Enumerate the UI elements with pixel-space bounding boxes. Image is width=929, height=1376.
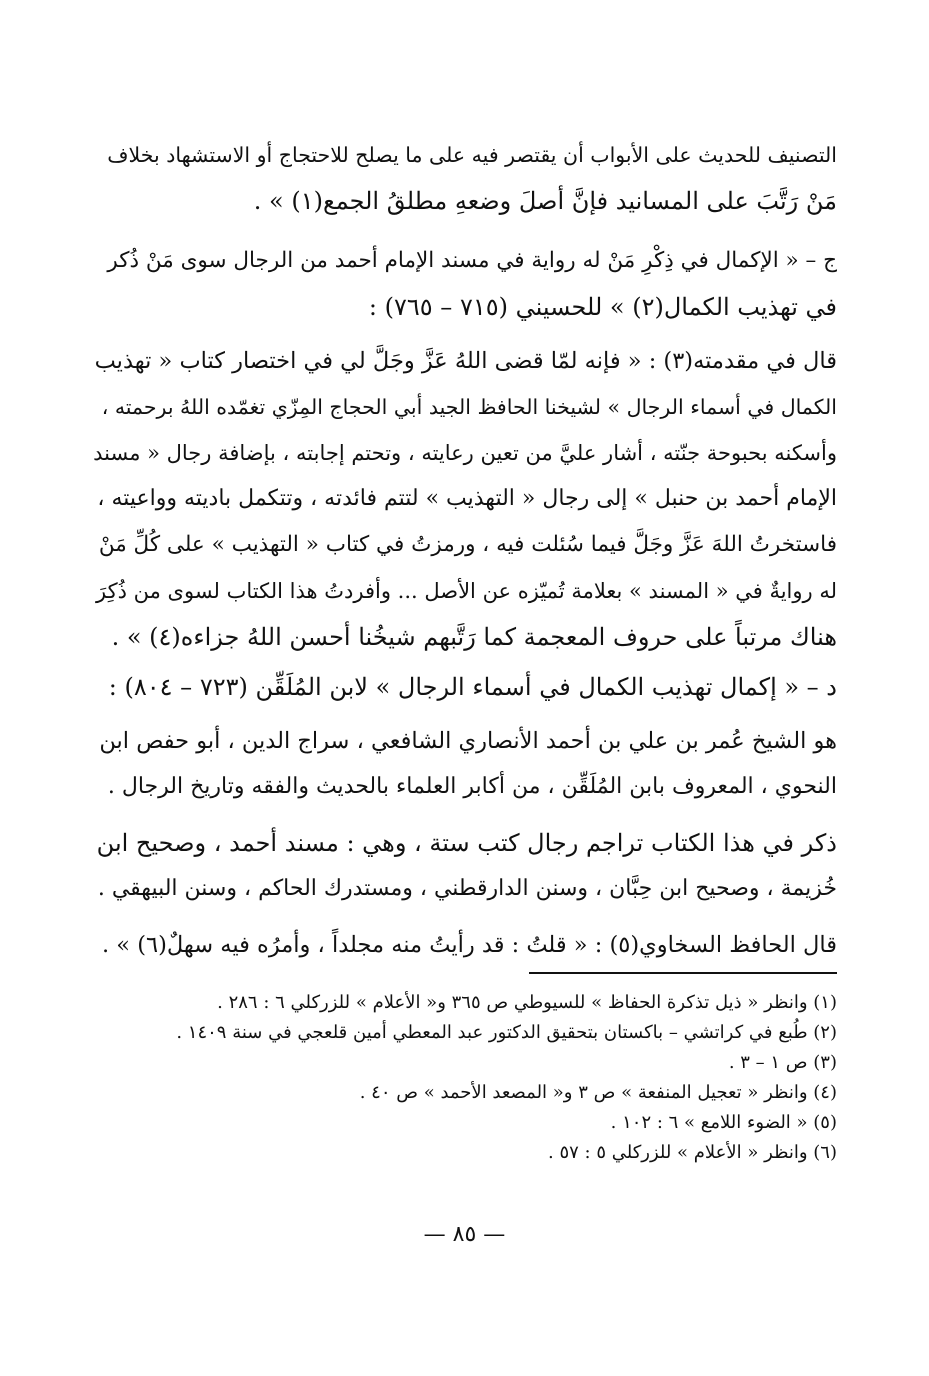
text-line: فاستخرتُ اللهَ عَزَّ وجَلَّ فيما سُئلت فيه ، ورمزتُ في كتاب « التهذيب » على كُلِّ مَنْ <box>98 532 837 557</box>
footnote-3: (٣) ص ١ – ٣ . <box>728 1052 837 1073</box>
text-line: د – « إكمال تهذيب الكمال في أسماء الرجال » لابن المُلَقِّن (٧٢٣ – ٨٠٤) : <box>108 673 837 701</box>
paragraph-7 <box>92 922 837 968</box>
paragraph-1 <box>92 132 837 224</box>
paragraph-5 <box>92 718 837 810</box>
text-line: خُزيمة ، وصحيح ابن حِبَّان ، وسنن الدارقطني ، ومستدرك الحاكم ، وسنن البيهقي . <box>97 876 837 901</box>
footnote-5: (٥) « الضوء اللامع » ٦ : ١٠٢ . <box>610 1112 837 1133</box>
text-line: هناك مرتباً على حروف المعجمة كما رَتَّبهم شيخُنا أحسن اللهُ جزاءه(٤) » . <box>111 623 837 651</box>
text-line: ذكر في هذا الكتاب تراجم رجال كتب ستة ، وهي : مسند أحمد ، وصحيح ابن <box>96 829 837 857</box>
text-line: التصنيف للحديث على الأبواب أن يقتصر فيه على ما يصلح للاحتجاج أو الاستشهاد بخلاف <box>107 143 837 167</box>
footnote-6: (٦) وانظر « الأعلام » للزركلي ٥ : ٥٧ . <box>548 1142 837 1163</box>
text-line: ج – « الإكمال في ذِكْرِ مَنْ له رواية في مسند الإمام أحمد من الرجال سوى مَنْ ذُكر <box>107 248 837 273</box>
paragraph-2 <box>92 238 837 330</box>
paragraph-4 <box>92 664 837 710</box>
text-line: هو الشيخ عُمر بن علي بن أحمد الأنصاري الشافعي ، سراج الدين ، أبو حفص ابن <box>99 728 837 754</box>
text-line: النحوي ، المعروف بابن المُلَقِّن ، من أكابر العلماء بالحديث والفقه وتاريخ الرجال . <box>107 774 837 799</box>
footnote-4: (٤) وانظر « تعجيل المنفعة » ص ٣ و« المصعد الأحمد » ص ٤٠ . <box>359 1082 837 1103</box>
text-line: الكمال في أسماء الرجال » لشيخنا الحافظ الجيد أبي الحجاج المِزّي تغمّده اللهُ برحمته ، <box>101 395 837 419</box>
text-line: وأسكنه بحبوحة جنّته ، أشار عليَّ من تعين رعايته ، وتحتم إجابته ، بإضافة رجال « مسند <box>93 441 837 465</box>
footnotes <box>92 988 837 1168</box>
text-line: قال الحافظ السخاوي(٥) : « قلتُ : قد رأيتُ منه مجلداً ، وأمرُه فيه سهلٌ(٦) » . <box>101 932 837 958</box>
text-line: له روايةٌ في « المسند » بعلامة تُميّزه عن الأصل ... وأفردتُ هذا الكتاب لسوى من ذُكِرَ <box>96 579 837 603</box>
page-number: — ٨٥ — <box>423 1222 506 1247</box>
paragraph-3 <box>92 338 837 660</box>
text-line: مَنْ رَتَّبَ على المسانيد فإنَّ أصلَ وضعهِ مطلقُ الجمع(١) » . <box>253 187 837 215</box>
paragraph-6 <box>92 820 837 912</box>
text-line: في تهذيب الكمال(٢) » للحسيني (٧١٥ – ٧٦٥) : <box>368 293 837 321</box>
footnote-separator <box>529 972 837 974</box>
footnote-1: (١) وانظر « ذيل تذكرة الحفاظ » للسيوطي ص ٣٦٥ و« الأعلام » للزركلي ٦ : ٢٨٦ . <box>217 992 837 1013</box>
text-line: الإمام أحمد بن حنبل » إلى رجال « التهذيب » لتتم فائدته ، وتتكمل باديته وواعيته ، <box>97 486 837 511</box>
text-line: قال في مقدمته(٣) : « فإنه لمّا قضى اللهُ عَزَّ وجَلَّ لي في اختصار كتاب « تهذيب <box>94 348 837 374</box>
footnote-2: (٢) طُبع في كراتشي – باكستان بتحقيق الدكتور عبد المعطي أمين قلعجي في سنة ١٤٠٩ . <box>176 1022 837 1043</box>
